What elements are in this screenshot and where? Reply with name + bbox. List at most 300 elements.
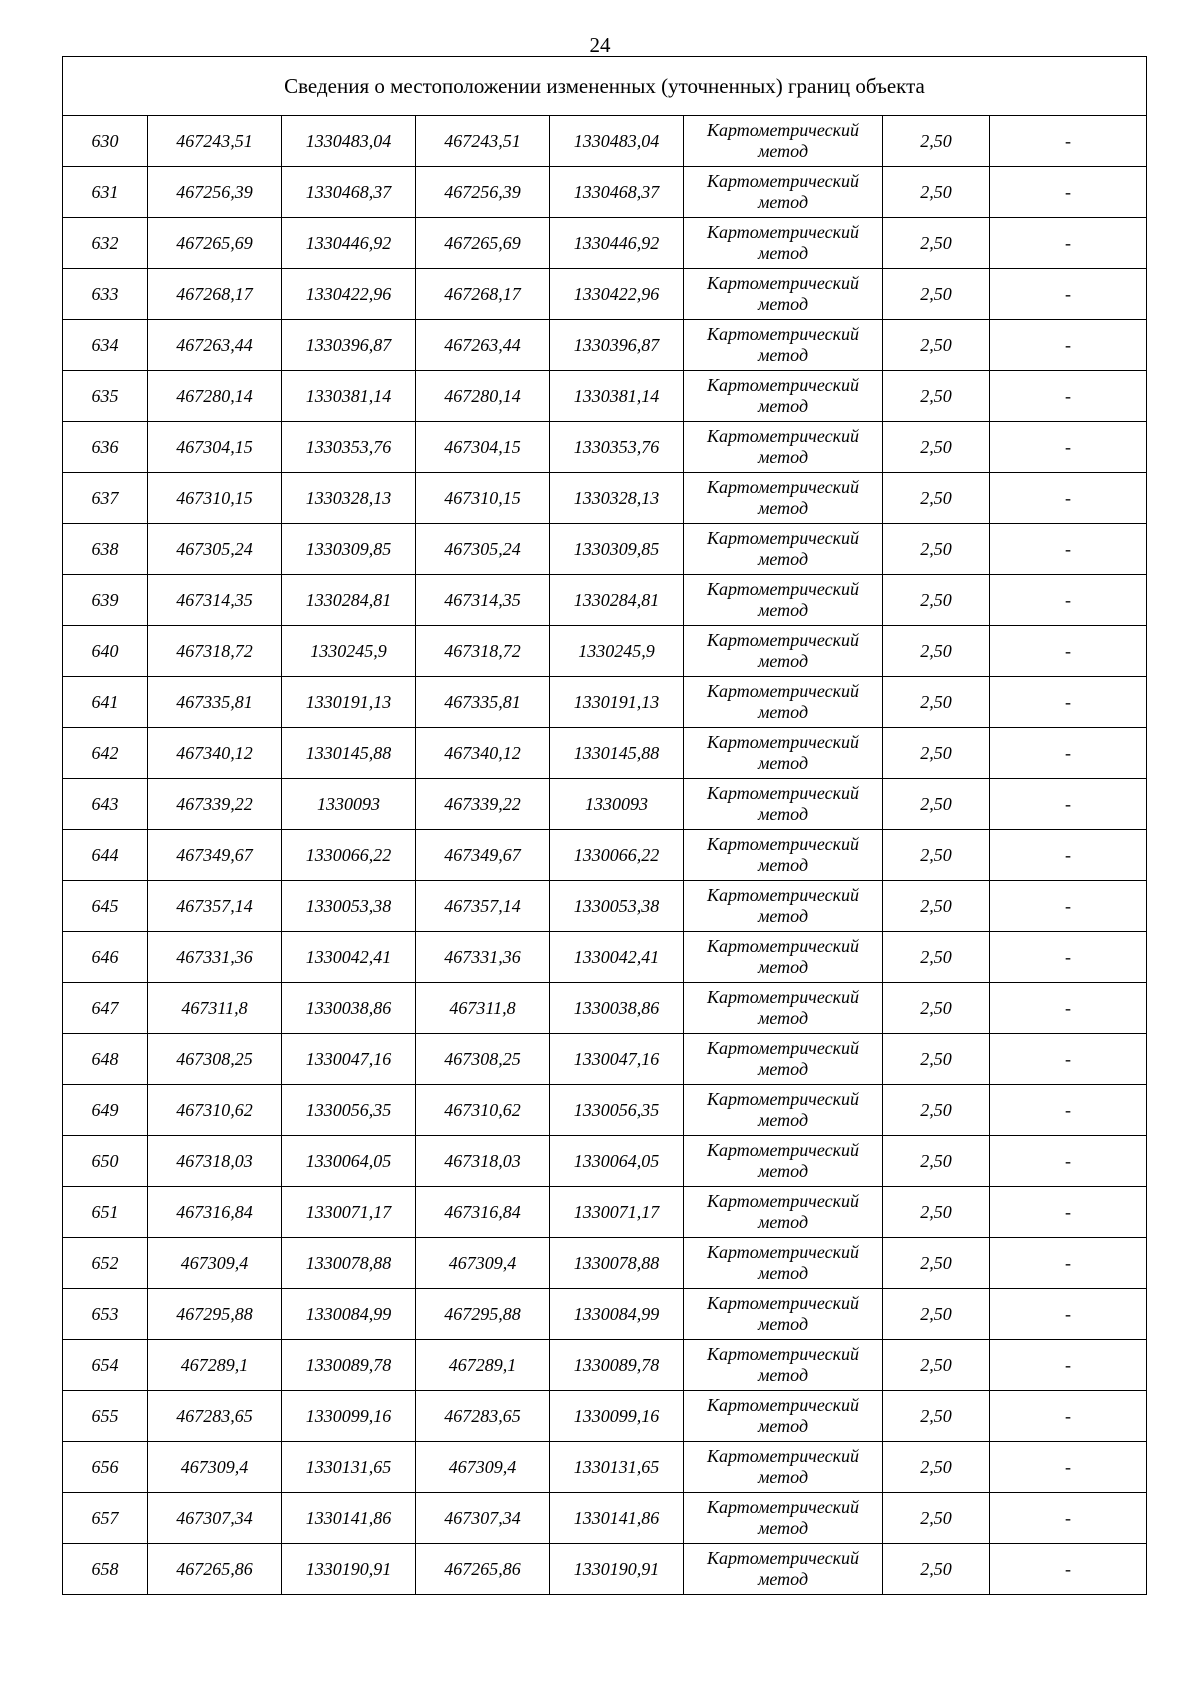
method-cell — [684, 1136, 883, 1187]
point-number-cell: 640 — [63, 626, 148, 677]
method-cell — [684, 422, 883, 473]
refined-x-cell: 467265,86 — [416, 1544, 550, 1595]
method-line-2: метод — [757, 702, 809, 722]
point-number-cell: 633 — [63, 269, 148, 320]
point-number-cell: 637 — [63, 473, 148, 524]
accuracy-cell: 2,50 — [883, 575, 990, 626]
existing-x-cell: 467318,72 — [148, 626, 282, 677]
existing-y-cell: 1330071,17 — [282, 1187, 416, 1238]
method-cell — [684, 1391, 883, 1442]
method-cell — [684, 167, 883, 218]
table-row — [63, 1187, 1147, 1238]
description-cell: - — [990, 575, 1147, 626]
method-line-1: Картометрический — [706, 171, 859, 191]
refined-x-cell: 467243,51 — [416, 116, 550, 167]
table-row — [63, 473, 1147, 524]
description-cell: - — [990, 1544, 1147, 1595]
existing-y-cell: 1330089,78 — [282, 1340, 416, 1391]
method-line-1: Картометрический — [706, 834, 859, 854]
method-cell — [684, 1340, 883, 1391]
existing-x-cell: 467335,81 — [148, 677, 282, 728]
refined-x-cell: 467331,36 — [416, 932, 550, 983]
refined-x-cell: 467318,03 — [416, 1136, 550, 1187]
existing-x-cell: 467311,8 — [148, 983, 282, 1034]
refined-y-cell: 1330047,16 — [550, 1034, 684, 1085]
accuracy-cell: 2,50 — [883, 422, 990, 473]
accuracy-cell: 2,50 — [883, 626, 990, 677]
method-cell — [684, 728, 883, 779]
description-cell: - — [990, 524, 1147, 575]
method-cell — [684, 269, 883, 320]
method-line-1: Картометрический — [706, 324, 859, 344]
method-line-2: метод — [757, 957, 809, 977]
method-cell — [684, 830, 883, 881]
existing-x-cell: 467268,17 — [148, 269, 282, 320]
existing-x-cell: 467331,36 — [148, 932, 282, 983]
existing-x-cell: 467349,67 — [148, 830, 282, 881]
method-line-1: Картометрический — [706, 1446, 859, 1466]
refined-x-cell: 467339,22 — [416, 779, 550, 830]
point-number-cell: 632 — [63, 218, 148, 269]
accuracy-cell: 2,50 — [883, 524, 990, 575]
accuracy-cell: 2,50 — [883, 1136, 990, 1187]
table-row — [63, 1391, 1147, 1442]
refined-x-cell: 467310,62 — [416, 1085, 550, 1136]
refined-y-cell: 1330468,37 — [550, 167, 684, 218]
table-row — [63, 881, 1147, 932]
table-row — [63, 269, 1147, 320]
point-number-cell: 656 — [63, 1442, 148, 1493]
method-line-2: метод — [757, 549, 809, 569]
existing-y-cell: 1330328,13 — [282, 473, 416, 524]
table-row — [63, 677, 1147, 728]
method-line-2: метод — [757, 600, 809, 620]
table-row — [63, 575, 1147, 626]
refined-y-cell: 1330483,04 — [550, 116, 684, 167]
table-header-row — [63, 57, 1147, 116]
point-number-cell: 650 — [63, 1136, 148, 1187]
existing-y-cell: 1330284,81 — [282, 575, 416, 626]
method-line-1: Картометрический — [706, 528, 859, 548]
description-cell: - — [990, 881, 1147, 932]
refined-x-cell: 467305,24 — [416, 524, 550, 575]
point-number-cell: 647 — [63, 983, 148, 1034]
table-row — [63, 1136, 1147, 1187]
refined-y-cell: 1330422,96 — [550, 269, 684, 320]
method-line-2: метод — [757, 753, 809, 773]
method-cell — [684, 1289, 883, 1340]
page-number: 24 — [589, 33, 611, 57]
method-line-2: метод — [757, 1110, 809, 1130]
method-line-1: Картометрический — [706, 936, 859, 956]
method-line-2: метод — [757, 243, 809, 263]
description-cell: - — [990, 626, 1147, 677]
existing-y-cell: 1330093 — [282, 779, 416, 830]
point-number-cell: 635 — [63, 371, 148, 422]
existing-y-cell: 1330131,65 — [282, 1442, 416, 1493]
existing-x-cell: 467304,15 — [148, 422, 282, 473]
method-line-2: метод — [757, 192, 809, 212]
existing-y-cell: 1330141,86 — [282, 1493, 416, 1544]
method-line-2: метод — [757, 1263, 809, 1283]
refined-y-cell: 1330089,78 — [550, 1340, 684, 1391]
point-number-cell: 657 — [63, 1493, 148, 1544]
refined-x-cell: 467289,1 — [416, 1340, 550, 1391]
point-number-cell: 655 — [63, 1391, 148, 1442]
accuracy-cell: 2,50 — [883, 677, 990, 728]
refined-x-cell: 467335,81 — [416, 677, 550, 728]
accuracy-cell: 2,50 — [883, 1493, 990, 1544]
existing-y-cell: 1330309,85 — [282, 524, 416, 575]
existing-x-cell: 467305,24 — [148, 524, 282, 575]
description-cell: - — [990, 1034, 1147, 1085]
accuracy-cell: 2,50 — [883, 1544, 990, 1595]
refined-y-cell: 1330093 — [550, 779, 684, 830]
table-title: Сведения о местоположении измененных (уточненных) границ объекта — [63, 57, 1147, 116]
point-number-cell: 641 — [63, 677, 148, 728]
description-cell: - — [990, 167, 1147, 218]
existing-x-cell: 467339,22 — [148, 779, 282, 830]
method-line-1: Картометрический — [706, 630, 859, 650]
existing-y-cell: 1330396,87 — [282, 320, 416, 371]
refined-x-cell: 467304,15 — [416, 422, 550, 473]
method-line-2: метод — [757, 855, 809, 875]
refined-y-cell: 1330084,99 — [550, 1289, 684, 1340]
point-number-cell: 638 — [63, 524, 148, 575]
existing-x-cell: 467283,65 — [148, 1391, 282, 1442]
method-line-1: Картометрический — [706, 477, 859, 497]
method-line-1: Картометрический — [706, 1191, 859, 1211]
table-row — [63, 932, 1147, 983]
method-cell — [684, 1238, 883, 1289]
refined-y-cell: 1330328,13 — [550, 473, 684, 524]
method-line-2: метод — [757, 447, 809, 467]
existing-y-cell: 1330056,35 — [282, 1085, 416, 1136]
refined-y-cell: 1330446,92 — [550, 218, 684, 269]
refined-x-cell: 467349,67 — [416, 830, 550, 881]
method-line-1: Картометрический — [706, 1140, 859, 1160]
existing-y-cell: 1330053,38 — [282, 881, 416, 932]
method-cell — [684, 626, 883, 677]
accuracy-cell: 2,50 — [883, 116, 990, 167]
table-row — [63, 626, 1147, 677]
existing-x-cell: 467310,15 — [148, 473, 282, 524]
point-number-cell: 648 — [63, 1034, 148, 1085]
description-cell: - — [990, 932, 1147, 983]
method-line-2: метод — [757, 1365, 809, 1385]
method-cell — [684, 575, 883, 626]
refined-x-cell: 467256,39 — [416, 167, 550, 218]
method-line-2: метод — [757, 396, 809, 416]
table-row — [63, 371, 1147, 422]
table-row — [63, 116, 1147, 167]
description-cell: - — [990, 371, 1147, 422]
existing-x-cell: 467295,88 — [148, 1289, 282, 1340]
method-line-1: Картометрический — [706, 1038, 859, 1058]
existing-y-cell: 1330066,22 — [282, 830, 416, 881]
method-line-1: Картометрический — [706, 1548, 859, 1568]
method-line-1: Картометрический — [706, 579, 859, 599]
method-line-2: метод — [757, 1569, 809, 1589]
refined-y-cell: 1330078,88 — [550, 1238, 684, 1289]
refined-x-cell: 467311,8 — [416, 983, 550, 1034]
point-number-cell: 651 — [63, 1187, 148, 1238]
existing-y-cell: 1330042,41 — [282, 932, 416, 983]
refined-x-cell: 467268,17 — [416, 269, 550, 320]
table-row — [63, 779, 1147, 830]
table-row — [63, 1238, 1147, 1289]
description-cell: - — [990, 269, 1147, 320]
method-line-2: метод — [757, 1161, 809, 1181]
existing-y-cell: 1330078,88 — [282, 1238, 416, 1289]
method-line-1: Картометрический — [706, 732, 859, 752]
description-cell: - — [990, 1136, 1147, 1187]
refined-x-cell: 467340,12 — [416, 728, 550, 779]
refined-x-cell: 467310,15 — [416, 473, 550, 524]
method-line-1: Картометрический — [706, 1395, 859, 1415]
table-body — [63, 57, 1147, 1595]
refined-x-cell: 467280,14 — [416, 371, 550, 422]
accuracy-cell: 2,50 — [883, 1238, 990, 1289]
description-cell: - — [990, 320, 1147, 371]
table-row — [63, 167, 1147, 218]
existing-y-cell: 1330099,16 — [282, 1391, 416, 1442]
method-cell — [684, 116, 883, 167]
table-row — [63, 983, 1147, 1034]
method-line-1: Картометрический — [706, 273, 859, 293]
existing-y-cell: 1330483,04 — [282, 116, 416, 167]
refined-y-cell: 1330284,81 — [550, 575, 684, 626]
description-cell: - — [990, 1238, 1147, 1289]
refined-y-cell: 1330071,17 — [550, 1187, 684, 1238]
method-cell — [684, 983, 883, 1034]
refined-x-cell: 467318,72 — [416, 626, 550, 677]
point-number-cell: 646 — [63, 932, 148, 983]
table-row — [63, 1034, 1147, 1085]
existing-x-cell: 467243,51 — [148, 116, 282, 167]
method-cell — [684, 1187, 883, 1238]
method-line-1: Картометрический — [706, 783, 859, 803]
table-row — [63, 728, 1147, 779]
accuracy-cell: 2,50 — [883, 830, 990, 881]
method-line-2: метод — [757, 1518, 809, 1538]
method-line-2: метод — [757, 345, 809, 365]
method-line-2: метод — [757, 1416, 809, 1436]
refined-y-cell: 1330190,91 — [550, 1544, 684, 1595]
accuracy-cell: 2,50 — [883, 1187, 990, 1238]
table-row — [63, 218, 1147, 269]
method-line-1: Картометрический — [706, 1497, 859, 1517]
refined-y-cell: 1330309,85 — [550, 524, 684, 575]
table-row — [63, 1289, 1147, 1340]
method-cell — [684, 779, 883, 830]
refined-y-cell: 1330066,22 — [550, 830, 684, 881]
existing-x-cell: 467309,4 — [148, 1442, 282, 1493]
existing-x-cell: 467308,25 — [148, 1034, 282, 1085]
point-number-cell: 649 — [63, 1085, 148, 1136]
accuracy-cell: 2,50 — [883, 218, 990, 269]
existing-y-cell: 1330422,96 — [282, 269, 416, 320]
description-cell: - — [990, 1085, 1147, 1136]
accuracy-cell: 2,50 — [883, 779, 990, 830]
accuracy-cell: 2,50 — [883, 932, 990, 983]
refined-x-cell: 467316,84 — [416, 1187, 550, 1238]
point-number-cell: 658 — [63, 1544, 148, 1595]
existing-y-cell: 1330468,37 — [282, 167, 416, 218]
point-number-cell: 645 — [63, 881, 148, 932]
method-cell — [684, 677, 883, 728]
existing-y-cell: 1330190,91 — [282, 1544, 416, 1595]
existing-x-cell: 467307,34 — [148, 1493, 282, 1544]
accuracy-cell: 2,50 — [883, 1289, 990, 1340]
method-line-2: метод — [757, 294, 809, 314]
point-number-cell: 634 — [63, 320, 148, 371]
method-cell — [684, 1034, 883, 1085]
method-cell — [684, 218, 883, 269]
table-row — [63, 1544, 1147, 1595]
accuracy-cell: 2,50 — [883, 1340, 990, 1391]
description-cell: - — [990, 1187, 1147, 1238]
refined-x-cell: 467309,4 — [416, 1442, 550, 1493]
refined-x-cell: 467309,4 — [416, 1238, 550, 1289]
refined-x-cell: 467295,88 — [416, 1289, 550, 1340]
method-cell — [684, 1085, 883, 1136]
existing-y-cell: 1330047,16 — [282, 1034, 416, 1085]
method-line-2: метод — [757, 906, 809, 926]
description-cell: - — [990, 1391, 1147, 1442]
description-cell: - — [990, 1340, 1147, 1391]
existing-x-cell: 467309,4 — [148, 1238, 282, 1289]
point-number-cell: 630 — [63, 116, 148, 167]
method-cell — [684, 1493, 883, 1544]
accuracy-cell: 2,50 — [883, 320, 990, 371]
refined-x-cell: 467357,14 — [416, 881, 550, 932]
method-cell — [684, 1442, 883, 1493]
refined-y-cell: 1330353,76 — [550, 422, 684, 473]
existing-x-cell: 467310,62 — [148, 1085, 282, 1136]
description-cell: - — [990, 728, 1147, 779]
point-number-cell: 639 — [63, 575, 148, 626]
existing-x-cell: 467357,14 — [148, 881, 282, 932]
existing-y-cell: 1330446,92 — [282, 218, 416, 269]
table-row — [63, 830, 1147, 881]
accuracy-cell: 2,50 — [883, 728, 990, 779]
description-cell: - — [990, 779, 1147, 830]
method-cell — [684, 371, 883, 422]
refined-y-cell: 1330141,86 — [550, 1493, 684, 1544]
description-cell: - — [990, 1442, 1147, 1493]
coordinates-table — [62, 56, 1147, 1595]
refined-y-cell: 1330396,87 — [550, 320, 684, 371]
method-cell — [684, 881, 883, 932]
refined-y-cell: 1330038,86 — [550, 983, 684, 1034]
existing-y-cell: 1330038,86 — [282, 983, 416, 1034]
method-line-2: метод — [757, 498, 809, 518]
refined-y-cell: 1330191,13 — [550, 677, 684, 728]
method-line-1: Картометрический — [706, 1089, 859, 1109]
existing-x-cell: 467256,39 — [148, 167, 282, 218]
accuracy-cell: 2,50 — [883, 167, 990, 218]
refined-x-cell: 467263,44 — [416, 320, 550, 371]
existing-x-cell: 467316,84 — [148, 1187, 282, 1238]
accuracy-cell: 2,50 — [883, 1391, 990, 1442]
accuracy-cell: 2,50 — [883, 473, 990, 524]
existing-y-cell: 1330353,76 — [282, 422, 416, 473]
table-row — [63, 320, 1147, 371]
refined-x-cell: 467307,34 — [416, 1493, 550, 1544]
method-line-2: метод — [757, 141, 809, 161]
method-line-1: Картометрический — [706, 1242, 859, 1262]
existing-x-cell: 467340,12 — [148, 728, 282, 779]
point-number-cell: 653 — [63, 1289, 148, 1340]
method-line-1: Картометрический — [706, 222, 859, 242]
existing-y-cell: 1330064,05 — [282, 1136, 416, 1187]
existing-x-cell: 467280,14 — [148, 371, 282, 422]
description-cell: - — [990, 473, 1147, 524]
method-line-1: Картометрический — [706, 120, 859, 140]
existing-x-cell: 467289,1 — [148, 1340, 282, 1391]
existing-x-cell: 467314,35 — [148, 575, 282, 626]
point-number-cell: 643 — [63, 779, 148, 830]
table-row — [63, 524, 1147, 575]
accuracy-cell: 2,50 — [883, 1085, 990, 1136]
description-cell: - — [990, 116, 1147, 167]
description-cell: - — [990, 422, 1147, 473]
description-cell: - — [990, 830, 1147, 881]
refined-x-cell: 467283,65 — [416, 1391, 550, 1442]
point-number-cell: 652 — [63, 1238, 148, 1289]
method-line-1: Картометрический — [706, 987, 859, 1007]
method-cell — [684, 932, 883, 983]
refined-y-cell: 1330099,16 — [550, 1391, 684, 1442]
refined-y-cell: 1330245,9 — [550, 626, 684, 677]
accuracy-cell: 2,50 — [883, 1442, 990, 1493]
existing-x-cell: 467265,69 — [148, 218, 282, 269]
method-line-2: метод — [757, 1059, 809, 1079]
existing-x-cell: 467263,44 — [148, 320, 282, 371]
refined-x-cell: 467314,35 — [416, 575, 550, 626]
table-row — [63, 1493, 1147, 1544]
existing-y-cell: 1330381,14 — [282, 371, 416, 422]
refined-y-cell: 1330381,14 — [550, 371, 684, 422]
method-cell — [684, 473, 883, 524]
method-line-1: Картометрический — [706, 1344, 859, 1364]
refined-y-cell: 1330042,41 — [550, 932, 684, 983]
method-line-2: метод — [757, 1008, 809, 1028]
method-line-1: Картометрический — [706, 375, 859, 395]
description-cell: - — [990, 1493, 1147, 1544]
refined-y-cell: 1330064,05 — [550, 1136, 684, 1187]
point-number-cell: 654 — [63, 1340, 148, 1391]
accuracy-cell: 2,50 — [883, 269, 990, 320]
accuracy-cell: 2,50 — [883, 983, 990, 1034]
description-cell: - — [990, 677, 1147, 728]
existing-y-cell: 1330084,99 — [282, 1289, 416, 1340]
description-cell: - — [990, 1289, 1147, 1340]
method-line-1: Картометрический — [706, 681, 859, 701]
method-line-2: метод — [757, 804, 809, 824]
refined-x-cell: 467308,25 — [416, 1034, 550, 1085]
description-cell: - — [990, 983, 1147, 1034]
point-number-cell: 631 — [63, 167, 148, 218]
table-row — [63, 1340, 1147, 1391]
method-cell — [684, 1544, 883, 1595]
method-line-2: метод — [757, 651, 809, 671]
point-number-cell: 642 — [63, 728, 148, 779]
description-cell: - — [990, 218, 1147, 269]
table-row — [63, 422, 1147, 473]
existing-y-cell: 1330145,88 — [282, 728, 416, 779]
